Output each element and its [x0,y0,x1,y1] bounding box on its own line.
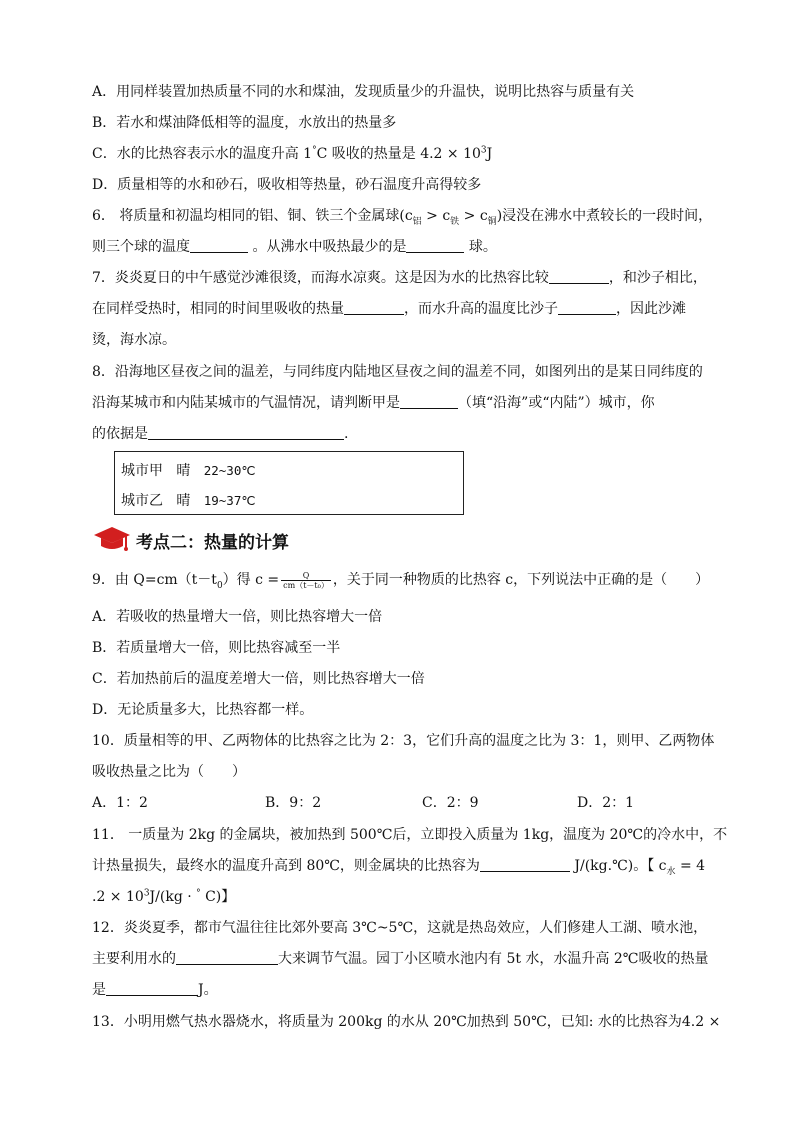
q12-line-2: 主要利用水的 大来调节气温。园丁小区喷水池内有 5t 水，水温升高 2℃吸收的热量 [92,951,709,967]
q12-answer-blank-2[interactable] [106,981,198,996]
q9-option-d: D．无论质量多大，比热容都一样。 [92,702,314,718]
q6-answer-blank-1[interactable] [190,238,248,253]
table-row: 城市乙 晴 19~37℃ [121,493,256,509]
q7-answer-blank-3[interactable] [558,300,616,315]
q12-answer-blank-1[interactable] [176,950,278,965]
q10-option-d: D．2：1 [577,795,635,811]
q9-option-c: C．若加热前后的温度差增大一倍，则比热容增大一倍 [92,671,425,687]
q10-option-c: C．2：9 [422,795,479,811]
q6-line-1: 6． 将质量和初温均相同的铝、铜、铁三个金属球$(c_铝 > c_铁 > c_铜)$浸没在沸水中煮较长的一段时间， [92,208,713,227]
q5-option-b: B．若水和煤油降低相等的温度，水放出的热量多 [92,115,397,131]
q8-answer-blank-1[interactable] [400,394,458,409]
q6-line-2: 则三个球的温度 。从沸水中吸热最少的是 球。 [92,239,497,255]
q7-line-1: 7．炎炎夏日的中午感觉沙滩很烫，而海水凉爽。这是因为水的比热容比较 ，和沙子相比， [92,270,707,286]
section-title: 考点二：热量的计算 [136,533,289,553]
q8-line-3: 的依据是 . [92,426,349,442]
q12-line-3: 是 J。 [92,982,218,998]
q8-answer-blank-2[interactable] [148,425,344,440]
q10-line-1: 10．质量相等的甲、乙两物体的比热容之比为 2：3，它们升高的温度之比为 3：1，则甲、乙两物体 [92,733,715,749]
q11-answer-blank[interactable] [480,857,570,872]
q7-line-3: 烫，海水凉。 [92,332,176,348]
q12-line-1: 12．炎炎夏季，都市气温往往比郊外要高 3℃~5℃，这就是热岛效应，人们修建人工湖、喷水池， [92,920,708,936]
q10-option-a: A．1：2 [92,795,148,811]
q11-line-3: $.2 \times 10^3J/(kg \cdot ^\circ$ C)】 [92,888,236,905]
q10-line-2: 吸收热量之比为（ ） [92,764,246,780]
q5-option-a: A．用同样装置加热质量不同的水和煤油，发现质量少的升温快，说明比热容与质量有关 [92,84,635,100]
specific-heat-fraction: $\frac{Q}{\text{cm（t－t₀）}}$ [283,570,329,590]
q7-answer-blank-1[interactable] [549,269,609,284]
city-temperature-table [114,451,464,515]
q5-option-c: C．水的比热容表示水的温度升高 1°C 吸收的热量是 $4.2 \times 10^3J$ [92,145,493,162]
q9-option-a: A．若吸收的热量增大一倍，则比热容增大一倍 [92,609,383,625]
q6-answer-blank-2[interactable] [406,238,464,253]
section-header [92,524,492,554]
q10-option-b: B．9：2 [265,795,322,811]
q7-line-2: 在同样受热时，相同的时间里吸收的热量 ，而水升高的温度比沙子 ，因此沙滩 [92,301,686,317]
q9-stem: 9．由 $Q=cm(t-t_0)$得 c = $\frac{Q}{\text{cm（t－t₀）}}$ ，关于同一种物质的比热容 c，下列说法中正确的是（ ） [92,570,710,591]
q9-option-b: B．若质量增大一倍，则比热容减至一半 [92,640,341,656]
q8-line-1: 8．沿海地区昼夜之间的温差，与同纬度内陆地区昼夜之间的温差不同，如图列出的是某日同纬度的 [92,364,703,380]
q11-line-1: 11． 一质量为 2kg 的金属块，被加热到 500℃后，立即投入质量为 1kg，温度为 20℃的冷水中，不 [92,827,728,843]
q11-line-2: 计热量损失，最终水的温度升高到 80℃，则金属块的比热容为 J/(kg.℃)。【 $c_水 = 4$ [92,858,706,877]
q5-option-d: D．质量相等的水和砂石，吸收相等热量，砂石温度升高得较多 [92,177,482,193]
table-row: 城市甲 晴 22~30℃ [121,463,256,479]
q13-line-1: 13．小明用燃气热水器烧水，将质量为 200kg 的水从 20℃加热到 50℃，已知: 水的比热容为4.2 × [92,1014,721,1030]
q8-line-2: 沿海某城市和内陆某城市的气温情况，请判断甲是 （填“沿海”或“内陆”）城市，你 [92,395,655,411]
graduation-cap-icon [92,524,132,554]
q7-answer-blank-2[interactable] [344,300,404,315]
